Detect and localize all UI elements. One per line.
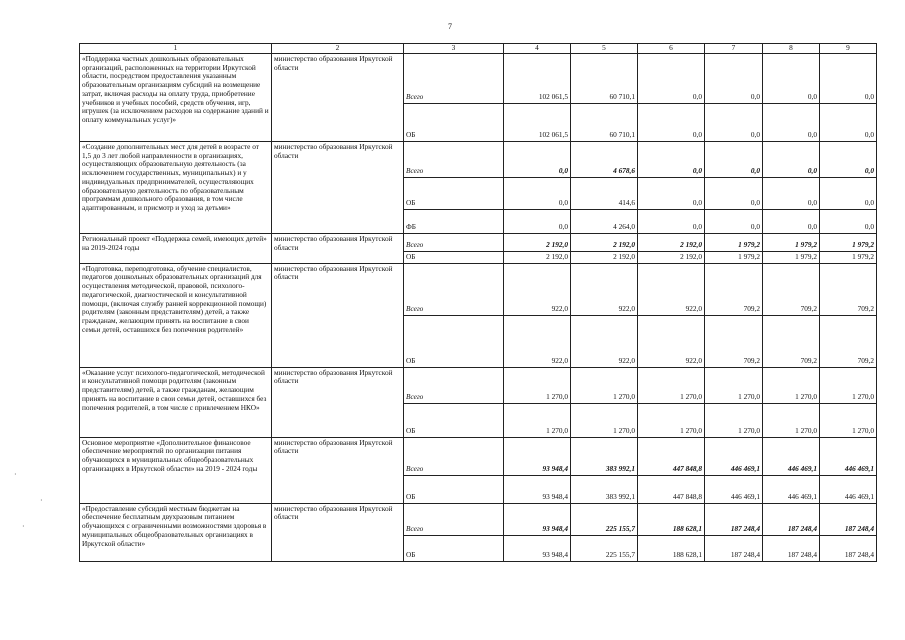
table-row — [80, 437, 877, 475]
amount-cell: 0,0 — [504, 177, 571, 209]
amount-cell: 1 979,2 — [705, 233, 763, 251]
amount-cell: 709,2 — [820, 315, 877, 367]
amount-cell: 0,0 — [820, 209, 877, 233]
amount-cell: 446 469,1 — [820, 475, 877, 503]
page-number: 7 — [448, 22, 452, 31]
funding-source: ОБ — [404, 103, 504, 141]
amount-cell: 922,0 — [638, 263, 705, 315]
amount-cell: 2 192,0 — [504, 251, 571, 263]
table-row — [80, 503, 877, 535]
amount-cell: 1 979,2 — [763, 233, 820, 251]
amount-cell: 2 192,0 — [571, 251, 638, 263]
funding-source: Всего — [404, 233, 504, 251]
table-row — [80, 141, 877, 177]
executor: министерство образования Иркутской области — [272, 233, 404, 263]
amount-cell: 922,0 — [504, 315, 571, 367]
amount-cell: 1 979,2 — [820, 251, 877, 263]
funding-source: ФБ — [404, 209, 504, 233]
funding-source: ОБ — [404, 251, 504, 263]
amount-cell: 1 270,0 — [504, 403, 571, 437]
amount-cell: 60 710,1 — [571, 103, 638, 141]
amount-cell: 1 270,0 — [638, 403, 705, 437]
column-number: 8 — [763, 44, 820, 54]
funding-source: Всего — [404, 141, 504, 177]
amount-cell: 0,0 — [504, 209, 571, 233]
event-description: «Предоставление субсидий местным бюджетам на обеспечение бесплатным двухразовым питанием обучающихся с ограниченными возможностями здоровья в муниципальных общеобразовательных организациях в Иркутской области» — [80, 503, 272, 561]
scan-speck: · — [14, 470, 17, 479]
amount-cell: 922,0 — [504, 263, 571, 315]
scan-speck: · — [22, 522, 25, 531]
amount-cell: 0,0 — [820, 141, 877, 177]
funding-source: Всего — [404, 503, 504, 535]
executor: министерство образования Иркутской области — [272, 503, 404, 561]
column-number: 1 — [80, 44, 272, 54]
amount-cell: 102 061,5 — [504, 53, 571, 103]
amount-cell: 0,0 — [638, 209, 705, 233]
amount-cell: 102 061,5 — [504, 103, 571, 141]
amount-cell: 0,0 — [763, 177, 820, 209]
amount-cell: 1 270,0 — [571, 403, 638, 437]
amount-cell: 446 469,1 — [705, 475, 763, 503]
amount-cell: 225 155,7 — [571, 503, 638, 535]
event-description: «Создание дополнительных мест для детей в возрасте от 1,5 до 3 лет любой направленности в организациях, осуществляющих образовательную деятельность (за исключением государственных, муниципальных) и у индивидуальных предпринимателей, осуществляющих образовательную деятельность по образовательным программам дошкольного образования, в том числе адаптированным, и присмотр и уход за детьми» — [80, 141, 272, 233]
event-description: «Оказание услуг психолого-педагогической, методической и консультативной помощи родителям (законным представителям) детей, а также гражданам, желающим принять на воспитание в свои семьи детей, оставшихся без попечения родителей, в том числе с привлечением НКО» — [80, 367, 272, 437]
amount-cell: 2 192,0 — [638, 233, 705, 251]
funding-source: ОБ — [404, 403, 504, 437]
amount-cell: 1 270,0 — [763, 403, 820, 437]
table-row — [80, 263, 877, 315]
amount-cell: 2 192,0 — [638, 251, 705, 263]
amount-cell: 709,2 — [820, 263, 877, 315]
amount-cell: 922,0 — [638, 315, 705, 367]
executor: министерство образования Иркутской области — [272, 263, 404, 367]
amount-cell: 0,0 — [820, 177, 877, 209]
column-number: 6 — [638, 44, 705, 54]
amount-cell: 187 248,4 — [705, 503, 763, 535]
amount-cell: 709,2 — [705, 315, 763, 367]
amount-cell: 1 979,2 — [763, 251, 820, 263]
amount-cell: 1 979,2 — [705, 251, 763, 263]
amount-cell: 60 710,1 — [571, 53, 638, 103]
amount-cell: 0,0 — [705, 53, 763, 103]
event-description: «Подготовка, переподготовка, обучение специалистов, педагогов дошкольных образовательных организаций для осуществления методической, правовой, психолого-педагогической, диагностической и консультативной помощи, (включая службу ранней коррекционной помощи) родителям (законным представителям) детей, а также гражданам, желающим принять на воспитание в свои семьи детей, оставшихся без попечения родителей» — [80, 263, 272, 367]
amount-cell: 1 270,0 — [705, 403, 763, 437]
amount-cell: 0,0 — [763, 53, 820, 103]
amount-cell: 4 264,0 — [571, 209, 638, 233]
column-number: 3 — [404, 44, 504, 54]
scan-speck: · — [40, 496, 43, 505]
amount-cell: 187 248,4 — [763, 503, 820, 535]
amount-cell: 0,0 — [638, 141, 705, 177]
funding-source: Всего — [404, 437, 504, 475]
amount-cell: 0,0 — [820, 103, 877, 141]
amount-cell: 383 992,1 — [571, 475, 638, 503]
amount-cell: 446 469,1 — [820, 437, 877, 475]
amount-cell: 2 192,0 — [504, 233, 571, 251]
amount-cell: 0,0 — [763, 209, 820, 233]
event-description: «Поддержка частных дошкольных образовательных организаций, расположенных на территории Иркутской области, посредством предоставления указанным образовательным организациям субсидий на возмещение затрат, включая расходы на оплату труда, приобретение учебников и учебных пособий, средств обучения, игр, игрушек (за исключением расходов на содержание зданий и оплату коммунальных услуг)» — [80, 53, 272, 141]
column-number-row — [80, 44, 877, 54]
amount-cell: 187 248,4 — [820, 503, 877, 535]
amount-cell: 187 248,4 — [763, 535, 820, 561]
table-row — [80, 233, 877, 251]
amount-cell: 1 979,2 — [820, 233, 877, 251]
amount-cell: 0,0 — [705, 177, 763, 209]
amount-cell: 446 469,1 — [763, 437, 820, 475]
amount-cell: 188 628,1 — [638, 503, 705, 535]
amount-cell: 447 848,8 — [638, 437, 705, 475]
amount-cell: 0,0 — [638, 53, 705, 103]
amount-cell: 922,0 — [571, 263, 638, 315]
column-number: 2 — [272, 44, 404, 54]
funding-source: ОБ — [404, 535, 504, 561]
executor: министерство образования Иркутской области — [272, 141, 404, 233]
column-number: 7 — [705, 44, 763, 54]
funding-source: Всего — [404, 53, 504, 103]
executor: министерство образования Иркутской области — [272, 367, 404, 437]
amount-cell: 1 270,0 — [504, 367, 571, 403]
amount-cell: 447 848,8 — [638, 475, 705, 503]
amount-cell: 1 270,0 — [571, 367, 638, 403]
amount-cell: 93 948,4 — [504, 437, 571, 475]
amount-cell: 2 192,0 — [571, 233, 638, 251]
amount-cell: 414,6 — [571, 177, 638, 209]
executor: министерство образования Иркутской области — [272, 53, 404, 141]
amount-cell: 0,0 — [763, 103, 820, 141]
amount-cell: 0,0 — [820, 53, 877, 103]
budget-table — [79, 43, 877, 562]
amount-cell: 0,0 — [705, 103, 763, 141]
amount-cell: 93 948,4 — [504, 503, 571, 535]
amount-cell: 225 155,7 — [571, 535, 638, 561]
column-number: 9 — [820, 44, 877, 54]
amount-cell: 1 270,0 — [638, 367, 705, 403]
amount-cell: 93 948,4 — [504, 475, 571, 503]
column-number: 4 — [504, 44, 571, 54]
event-description: Основное мероприятие «Дополнительное финансовое обеспечение мероприятий по организации питания обучающихся в муниципальных общеобразовательных организациях в Иркутской области» на 2019 - 2024 годы — [80, 437, 272, 503]
event-description: Региональный проект «Поддержка семей, имеющих детей» на 2019-2024 годы — [80, 233, 272, 263]
amount-cell: 0,0 — [638, 177, 705, 209]
funding-source: ОБ — [404, 315, 504, 367]
column-number: 5 — [571, 44, 638, 54]
amount-cell: 0,0 — [763, 141, 820, 177]
amount-cell: 188 628,1 — [638, 535, 705, 561]
funding-source: ОБ — [404, 177, 504, 209]
amount-cell: 187 248,4 — [705, 535, 763, 561]
amount-cell: 0,0 — [705, 141, 763, 177]
amount-cell: 0,0 — [705, 209, 763, 233]
amount-cell: 1 270,0 — [763, 367, 820, 403]
amount-cell: 0,0 — [504, 141, 571, 177]
amount-cell: 709,2 — [705, 263, 763, 315]
amount-cell: 1 270,0 — [820, 367, 877, 403]
amount-cell: 709,2 — [763, 315, 820, 367]
amount-cell: 93 948,4 — [504, 535, 571, 561]
table-row — [80, 53, 877, 103]
amount-cell: 709,2 — [763, 263, 820, 315]
amount-cell: 446 469,1 — [763, 475, 820, 503]
amount-cell: 4 678,6 — [571, 141, 638, 177]
table-row — [80, 367, 877, 403]
amount-cell: 1 270,0 — [705, 367, 763, 403]
funding-source: Всего — [404, 263, 504, 315]
amount-cell: 187 248,4 — [820, 535, 877, 561]
executor: министерство образования Иркутской области — [272, 437, 404, 503]
amount-cell: 383 992,1 — [571, 437, 638, 475]
funding-source: Всего — [404, 367, 504, 403]
amount-cell: 1 270,0 — [820, 403, 877, 437]
amount-cell: 922,0 — [571, 315, 638, 367]
amount-cell: 446 469,1 — [705, 437, 763, 475]
amount-cell: 0,0 — [638, 103, 705, 141]
funding-source: ОБ — [404, 475, 504, 503]
